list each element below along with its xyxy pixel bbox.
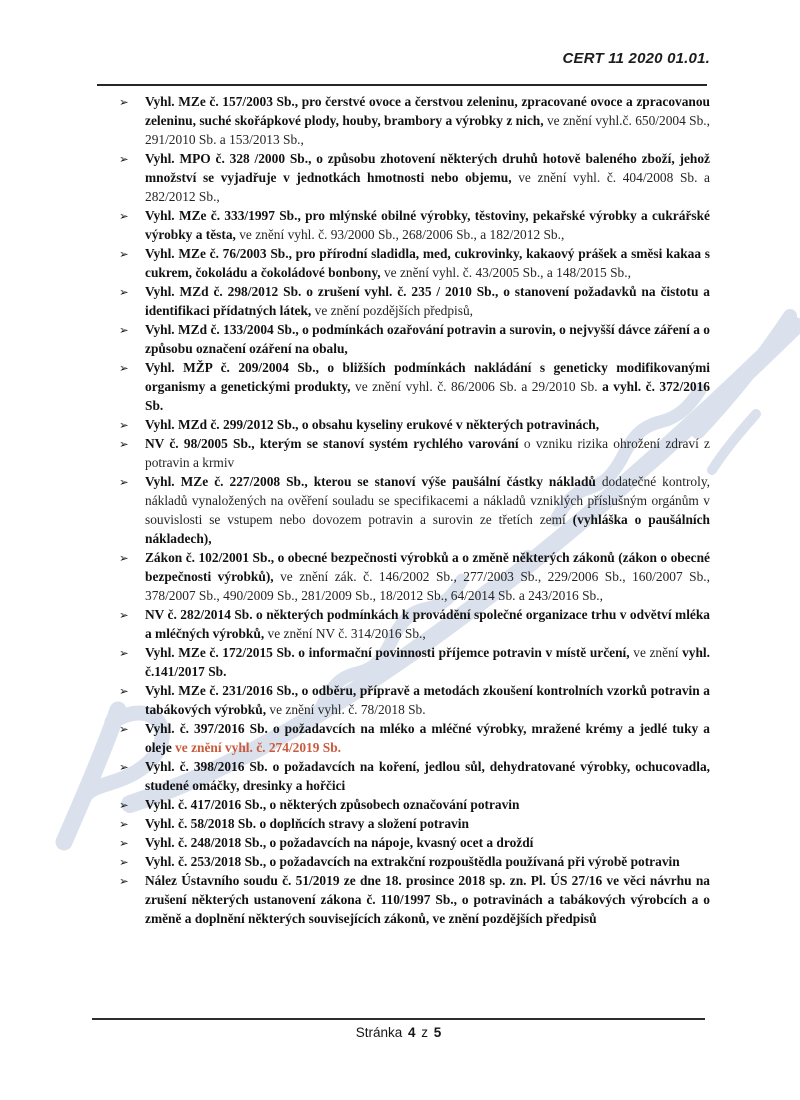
regulation-list-item <box>118 757 710 795</box>
regulation-text: Vyhl. MZe č. 76/2003 Sb., pro přírodní sladidla, med, cukrovinky, kakaový prášek a směsi kakaa s cukrem, čokoládu a čokoládové bonbony, ve znění vyhl. č. 43/2005 Sb., a 148/2015 Sb., <box>145 246 710 280</box>
regulation-list-item <box>118 244 710 282</box>
doc-code: CERT 11 2020 01.01. <box>562 50 710 67</box>
regulation-list-item <box>118 814 710 833</box>
regulation-text: Vyhl. MZd č. 133/2004 Sb., o podmínkách ozařování potravin a surovin, o nejvyšší dávce záření a o způsobu označení ozáření na obalu, <box>145 322 710 356</box>
arrow-bullet-icon: ➢ <box>119 151 129 166</box>
page-footer <box>92 1025 705 1040</box>
regulation-list-item <box>118 206 710 244</box>
regulation-text: Vyhl. MPO č. 328 /2000 Sb., o způsobu zhotovení některých druhů hotově baleného zboží, jehož množství se vyjadřuje v jednotkách hmotnosti nebo objemu, ve znění vyhl. č. 404/2008 Sb. a 282/2012 Sb., <box>145 151 710 204</box>
regulation-text: Vyhl. MZe č. 231/2016 Sb., o odběru, přípravě a metodách zkoušení kontrolních vzorků potravin a tabákových výrobků, ve znění vyhl. č. 78/2018 Sb. <box>145 683 710 717</box>
regulation-list-item <box>118 92 710 149</box>
arrow-bullet-icon: ➢ <box>119 322 129 337</box>
arrow-bullet-icon: ➢ <box>119 607 129 622</box>
regulation-list-item <box>118 282 710 320</box>
regulation-list-item <box>118 415 710 434</box>
arrow-bullet-icon: ➢ <box>119 417 129 432</box>
arrow-bullet-icon: ➢ <box>119 797 129 812</box>
regulation-text: Zákon č. 102/2001 Sb., o obecné bezpečnosti výrobků a o změně některých zákonů (zákon o obecné bezpečnosti výrobků), ve znění zák. č. 146/2002 Sb., 277/2003 Sb., 229/2006 Sb., 160/2007 Sb., 378/2007 Sb., 490/2009 Sb., 281/2009 Sb., 18/2012 Sb., 64/2014 Sb. a 243/2016 Sb., <box>145 550 710 603</box>
arrow-bullet-icon: ➢ <box>119 721 129 736</box>
regulation-text: Vyhl. MZe č. 157/2003 Sb., pro čerstvé ovoce a čerstvou zeleninu, zpracované ovoce a zpracovanou zeleninu, suché skořápkové plody, houby, brambory a výrobky z nich, ve znění vyhl.č. 650/2004 Sb., 291/2010 Sb. a 153/2013 Sb., <box>145 94 711 147</box>
header-divider <box>97 84 707 86</box>
regulation-list-item <box>118 434 710 472</box>
arrow-bullet-icon: ➢ <box>119 683 129 698</box>
regulation-text: Vyhl. MZd č. 299/2012 Sb., o obsahu kyseliny erukové v některých potravinách, <box>145 417 600 432</box>
regulation-list-item <box>118 320 710 358</box>
arrow-bullet-icon: ➢ <box>119 835 129 850</box>
arrow-bullet-icon: ➢ <box>119 284 129 299</box>
footer-current-page: 4 <box>407 1025 416 1040</box>
regulation-text: Vyhl. MZe č. 172/2015 Sb. o informační povinnosti příjemce potravin v místě určení, ve znění vyhl. č.141/2017 Sb. <box>145 645 710 679</box>
arrow-bullet-icon: ➢ <box>119 854 129 869</box>
footer-total-pages: 5 <box>433 1025 442 1040</box>
regulation-text: NV č. 98/2005 Sb., kterým se stanoví systém rychlého varování o vzniku rizika ohrožení zdraví z potravin a krmiv <box>145 436 710 470</box>
arrow-bullet-icon: ➢ <box>119 360 129 375</box>
regulation-list-item <box>118 548 710 605</box>
regulation-text: Vyhl. č. 248/2018 Sb., o požadavcích na nápoje, kvasný ocet a droždí <box>145 835 534 850</box>
regulation-text: Vyhl. č. 417/2016 Sb., o některých způsobech označování potravin <box>145 797 520 812</box>
arrow-bullet-icon: ➢ <box>119 550 129 565</box>
regulation-list-item <box>118 149 710 206</box>
arrow-bullet-icon: ➢ <box>119 873 129 888</box>
regulation-text: Vyhl. č. 398/2016 Sb. o požadavcích na koření, jedlou sůl, dehydratované výrobky, ochucovadla, studené omáčky, dresinky a hořčici <box>145 759 710 793</box>
regulation-text: Vyhl. č. 58/2018 Sb. o doplňcích stravy a složení potravin <box>145 816 469 831</box>
regulation-list-item <box>118 605 710 643</box>
regulation-list-item <box>118 795 710 814</box>
regulation-list-item <box>118 643 710 681</box>
regulation-text: Vyhl. MZe č. 333/1997 Sb., pro mlýnské obilné výrobky, těstoviny, pekařské výrobky a cukrářské výrobky a těsta, ve znění vyhl. č. 93/2000 Sb., 268/2006 Sb., a 182/2012 Sb., <box>145 208 710 242</box>
arrow-bullet-icon: ➢ <box>119 246 129 261</box>
regulation-list-item <box>118 871 710 928</box>
regulation-list-item <box>118 358 710 415</box>
regulation-list <box>118 92 710 928</box>
footer-divider <box>92 1018 705 1020</box>
regulation-text: Vyhl. MŽP č. 209/2004 Sb., o bližších podmínkách nakládání s geneticky modifikovanými organismy a genetickými produkty, ve znění vyhl. č. 86/2006 Sb. a 29/2010 Sb. a vyhl. č. 372/2016 Sb. <box>145 360 710 413</box>
arrow-bullet-icon: ➢ <box>119 436 129 451</box>
regulation-text: Vyhl. č. 397/2016 Sb. o požadavcích na mléko a mléčné výrobky, mražené krémy a jedlé tuky a oleje ve znění vyhl. č. 274/2019 Sb. <box>145 721 710 755</box>
regulation-list-item <box>118 719 710 757</box>
regulation-text: NV č. 282/2014 Sb. o některých podmínkách k provádění společné organizace trhu v odvětví mléka a mléčných výrobků, ve znění NV č. 314/2016 Sb., <box>145 607 710 641</box>
arrow-bullet-icon: ➢ <box>119 645 129 660</box>
regulation-list-item <box>118 852 710 871</box>
regulation-text: Vyhl. MZe č. 227/2008 Sb., kterou se stanoví výše paušální částky nákladů dodatečné kontroly, nákladů vynaložených na ověření souladu se specifikacemi a nákladů vzniklých příslušným orgánům v souvislosti se vstupem nebo dovozem potravin a surovin ze třetích zemí (vyhláška o paušálních nákladech), <box>145 474 711 546</box>
regulation-text: Vyhl. MZd č. 298/2012 Sb. o zrušení vyhl. č. 235 / 2010 Sb., o stanovení požadavků na čistotu a identifikaci přídatných látek, ve znění pozdějších předpisů, <box>145 284 710 318</box>
arrow-bullet-icon: ➢ <box>119 474 129 489</box>
arrow-bullet-icon: ➢ <box>119 759 129 774</box>
regulation-text: Nález Ústavního soudu č. 51/2019 ze dne 18. prosince 2018 sp. zn. Pl. ÚS 27/16 ve věci návrhu na zrušení některých ustanovení zákona č. 110/1997 Sb., o potravinách a tabákových výrobcích a o změně a doplnění některých souvisejících zákonů, ve znění pozdějších předpisů <box>145 873 710 926</box>
footer-separator: z <box>421 1025 429 1040</box>
arrow-bullet-icon: ➢ <box>119 816 129 831</box>
footer-page-label: Stránka <box>355 1025 403 1040</box>
regulation-list-item <box>118 681 710 719</box>
arrow-bullet-icon: ➢ <box>119 94 129 109</box>
arrow-bullet-icon: ➢ <box>119 208 129 223</box>
regulation-list-item <box>118 833 710 852</box>
regulation-text: Vyhl. č. 253/2018 Sb., o požadavcích na extrakční rozpouštědla používaná při výrobě potravin <box>145 854 680 869</box>
regulation-list-item <box>118 472 710 548</box>
